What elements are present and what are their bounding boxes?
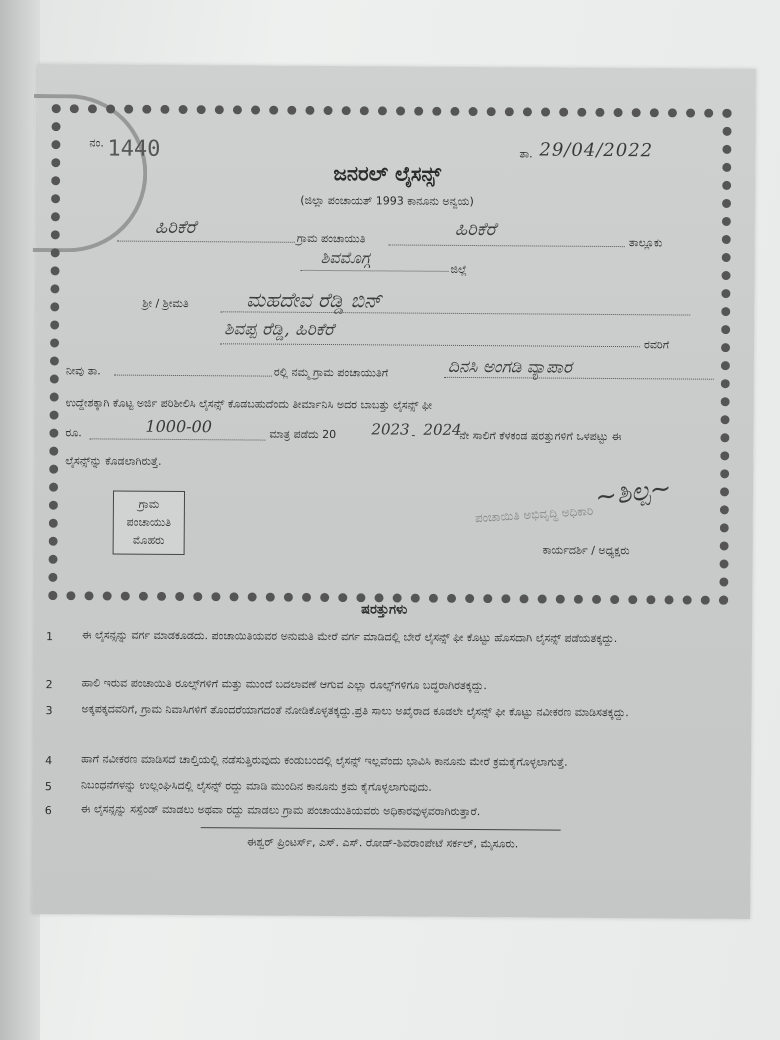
condition-number: 5 <box>44 780 53 794</box>
body-line4: ಲೈಸನ್ಸ್‌ನ್ನು ಕೊಡಲಾಗಿರುತ್ತೆ. <box>65 454 162 468</box>
district-label: ಜಿಲ್ಲೆ <box>450 262 467 276</box>
printer-credit: ಈಶ್ವರ್ ಪ್ರಿಂಟರ್ಸ್, ಎಸ್. ಎಸ್. ರೋಡ್-ಶಿವರಾಂಪೇಟೆ ಸರ್ಕಲ್, ಮೈಸೂರು. <box>246 835 519 851</box>
condition-item: ಈ ಲೈಸನ್ಸನ್ನು ಸಸ್ಪೆಂಡ್ ಮಾಡಲು ಅಥವಾ ರದ್ದು ಮಾಡಲು ಗ್ರಾಮ ಪಂಚಾಯುತಿಯವರು ಅಧಿಕಾರವುಳ್ಳವರಾಗಿರುತ್ತಾರೆ. <box>80 802 481 819</box>
date-value: 29/04/2022 <box>539 139 654 162</box>
serial-label: ನಂ. <box>89 136 104 150</box>
handwritten-address: ಶಿವಪ್ಪ ರೆಡ್ಡಿ, ಹಿರಿಕೆರೆ <box>224 319 334 341</box>
panchayat-seal-box <box>113 491 185 556</box>
condition-number: 1 <box>45 630 54 644</box>
footer-rule <box>201 827 561 831</box>
license-document: ನಂ. 1440 ತಾ. 29/04/2022 ಜನರಲ್ ಲೈಸನ್ಸ್ (ಜಿಲ್ಲಾ ಪಂಚಾಯತ್ 1993 ಕಾನೂನು ಅನ್ವಯ) ಹಿರಿಕೆರೆ ಗ್ರಾಮ ಪಂಚಾಯುತಿ ಹಿರಿಕೆರೆ ತಾಲ್ಲೂಕು ಶಿವಮೊಗ್ಗ ಜಿಲ್ಲೆ ಶ್ರೀ / ಶ್ರೀಮತಿ ಮಹದೇವ ರೆಡ್ಡಿ ಬಿನ್ ಶಿವಪ್ಪ ರೆಡ್ಡಿ, ಹಿರಿಕೆರೆ ರವರಿಗೆ ನೀವು ತಾ. ರಲ್ಲಿ ನಮ್ಮ ಗ್ರಾಮ ಪಂಚಾಯುತಿಗೆ ದಿನಸಿ ಅಂಗಡಿ ವ್ಯಾಪಾರ ಉದ್ದೇಶಕ್ಕಾಗಿ ಕೊಟ್ಟ ಅರ್ಜಿ ಪರಿಶೀಲಿಸಿ ಲೈಸನ್ಸ್ ಕೊಡಬಹುದೆಂದು ತೀರ್ಮಾನಿಸಿ ಅದರ ಬಾಬತ್ತು ಲೈಸನ್ಸ್ ಫೀ ರೂ. 1000-00 ಮಾತ್ರ ಪಡೆದು 20 2023 - 2024 ನೇ ಸಾಲಿಗೆ ಕೆಳಕಂಡ ಷರತ್ತುಗಳಿಗೆ ಒಳಪಟ್ಟು ಈ ಲೈಸನ್ಸ್‌ನ್ನು ಕೊಡಲಾಗಿರುತ್ತೆ. ಗ್ರಾಮ ಪಂಚಾಯುತಿ ಮೊಹರು ~ಶಿಲ್ಪ~ ಪಂಚಾಯಿತಿ ಅಭಿವೃದ್ಧಿ ಅಧಿಕಾರಿ ಕಾರ್ಯದರ್ಶಿ / ಅಧ್ಯಕ್ಷರು ಷರತ್ತುಗಳು 1 ಈ ಲೈಸನ್ಸನ್ನು ವರ್ಗ ಮಾಡಕೂಡದು. ಪಂಚಾಯಿತಿಯವರ ಅನುಮತಿ ಮೇರೆ ವರ್ಗ ಮಾಡಿದಲ್ಲಿ ಬೇರೆ ಲೈಸನ್ಸ್ ಫೀ ಕೊಟ್ಟು ಹೊಸದಾಗಿ ಲೈಸನ್ಸ್ ಪಡೆಯತಕ್ಕದ್ದು. 2 ಹಾಲಿ ಇರುವ ಪಂಚಾಯಿತಿ ರೂಲ್ಸ್‌ಗಳಿಗೆ ಮತ್ತು ಮುಂದೆ ಬದಲಾವಣೆ ಆಗುವ ಎಲ್ಲಾ ರೂಲ್ಸ್‌ಗಳಿಗೂ ಬದ್ಧರಾಗಿರತಕ್ಕದ್ದು. 3 ಅಕ್ಕಪಕ್ಕದವರಿಗೆ, ಗ್ರಾಮ ನಿವಾಸಿಗಳಿಗೆ ತೊಂದರೆಯಾಗದಂತೆ ನೋಡಿಕೊಳ್ಳತಕ್ಕದ್ದು.ಪ್ರತಿ ಸಾಲು ಅಖೈರಾದ ಕೂಡಲೇ ಲೈಸನ್ಸ್ ಫೀ ಕೊಟ್ಟು ನವೀಕರಣ ಮಾಡಿಸತಕ್ಕದ್ದು. 4 ಹಾಗೆ ನವೀಕರಣ ಮಾಡಿಸದೆ ಚಾಲ್ತಿಯಲ್ಲಿ ನಡೆಸುತ್ತಿರುವುದು ಕಂಡುಬಂದಲ್ಲಿ ಲೈಸನ್ಸ್ ಇಲ್ಲವೆಂದು ಭಾವಿಸಿ ಕಾನೂನು ಮೇರೆ ಕ್ರಮಕೈಗೊಳ್ಳಲಾಗುತ್ತೆ. 5 ನಿಬಂಧನೆಗಳನ್ನು ಉಲ್ಲಂಘಿಸಿದಲ್ಲಿ ಲೈಸನ್ಸ್ ರದ್ದು ಮಾಡಿ ಮುಂದಿನ ಕಾನೂನು ಕ್ರಮ ಕೈಗೊಳ್ಳಲಾಗುವುದು. 6 ಈ ಲೈಸನ್ಸನ್ನು ಸಸ್ಪೆಂಡ್ ಮಾಡಲು ಅಥವಾ ರದ್ದು ಮಾಡಲು ಗ್ರಾಮ ಪಂಚಾಯುತಿಯವರು ಅಧಿಕಾರವುಳ್ಳವರಾಗಿರುತ್ತಾರೆ. ಈಶ್ವರ್ ಪ್ರಿಂಟರ್ಸ್, ಎಸ್. ಎಸ್. ರೋಡ್-ಶಿವರಾಂಪೇಟೆ ಸರ್ಕಲ್, ಮೈಸೂರು. <box>32 64 756 919</box>
condition-number: 2 <box>45 678 53 692</box>
fee-label: ರೂ. <box>65 426 82 440</box>
officer-rubber-stamp: ಪಂಚಾಯಿತಿ ಅಭಿವೃದ್ಧಿ ಅಧಿಕಾರಿ <box>474 503 594 526</box>
document-subtitle: (ಜಿಲ್ಲಾ ಪಂಚಾಯತ್ 1993 ಕಾನೂನು ಅನ್ವಯ) <box>300 193 474 209</box>
body-line3-b: ನೇ ಸಾಲಿಗೆ ಕೆಳಕಂಡ ಷರತ್ತುಗಳಿಗೆ ಒಳಪಟ್ಟು ಈ <box>459 428 622 444</box>
handwritten-district: ಶಿವಮೊಗ್ಗ <box>320 247 371 268</box>
condition-item: ಅಕ್ಕಪಕ್ಕದವರಿಗೆ, ಗ್ರಾಮ ನಿವಾಸಿಗಳಿಗೆ ತೊಂದರೆಯಾಗದಂತೆ ನೋಡಿಕೊಳ್ಳತಕ್ಕದ್ದು.ಪ್ರತಿ ಸಾಲು ಅಖೈರಾದ ಕೂಡಲೇ ಲೈಸನ್ಸ್ ಫೀ ಕೊಟ್ಟು ನವೀಕರಣ ಮಾಡಿಸತಕ್ಕದ್ದು. <box>81 702 629 720</box>
handwritten-village: ಹಿರಿಕೆರೆ <box>154 216 196 239</box>
year-from: 2023 <box>371 420 410 439</box>
body-line1-a: ನೀವು ತಾ. <box>65 364 101 378</box>
handwritten-purpose: ದಿನಸಿ ಅಂಗಡಿ ವ್ಯಾಪಾರ <box>447 356 573 378</box>
condition-item: ಹಾಗೆ ನವೀಕರಣ ಮಾಡಿಸದೆ ಚಾಲ್ತಿಯಲ್ಲಿ ನಡೆಸುತ್ತಿರುವುದು ಕಂಡುಬಂದಲ್ಲಿ ಲೈಸನ್ಸ್ ಇಲ್ಲವೆಂದು ಭಾವಿಸಿ ಕಾನೂನು ಮೇರೆ ಕ್ರಮಕೈಗೊಳ್ಳಲಾಗುತ್ತೆ. <box>81 752 568 769</box>
body-line1-b: ರಲ್ಲಿ ನಮ್ಮ ಗ್ರಾಮ ಪಂಚಾಯುತಿಗೆ <box>273 365 389 380</box>
taluk-label: ತಾಲ್ಲೂಕು <box>628 236 663 250</box>
address-suffix: ರವರಿಗೆ <box>644 338 670 352</box>
body-line3-a: ಮಾತ್ರ ಪಡೆದು 20 <box>269 427 337 442</box>
fee-value: 1000-00 <box>145 416 213 437</box>
handwritten-name: ಮಹದೇವ ರೆಡ್ಡಿ ಬಿನ್ <box>246 287 382 313</box>
serial-number: 1440 <box>107 136 161 162</box>
condition-number: 3 <box>45 704 53 718</box>
condition-item: ನಿಬಂಧನೆಗಳನ್ನು ಉಲ್ಲಂಘಿಸಿದಲ್ಲಿ ಲೈಸನ್ಸ್ ರದ್ದು ಮಾಡಿ ಮುಂದಿನ ಕಾನೂನು ಕ್ರಮ ಕೈಗೊಳ್ಳಲಾಗುವುದು. <box>80 778 432 794</box>
condition-number: 4 <box>45 754 53 768</box>
document-title: ಜನರಲ್ ಲೈಸನ್ಸ್ <box>333 161 442 186</box>
conditions-title: ಷರತ್ತುಗಳು <box>361 602 408 618</box>
officer-designation: ಕಾರ್ಯದರ್ಶಿ / ಅಧ್ಯಕ್ಷರು <box>542 543 630 558</box>
stamp-line-3: ಮೊಹರು <box>132 533 165 547</box>
signature-scrawl: ~ಶಿಲ್ಪ~ <box>593 473 674 514</box>
condition-number: 6 <box>44 804 52 818</box>
handwritten-panchayat: ಹಿರಿಕೆರೆ <box>454 218 496 241</box>
panchayat-label: ಗ್ರಾಮ ಪಂಚಾಯುತಿ <box>296 231 366 246</box>
year-to: 2024 <box>423 420 462 439</box>
date-label: ತಾ. <box>519 147 533 161</box>
stamp-line-2: ಪಂಚಾಯುತಿ <box>126 515 172 529</box>
condition-item: ಈ ಲೈಸನ್ಸನ್ನು ವರ್ಗ ಮಾಡಕೂಡದು. ಪಂಚಾಯಿತಿಯವರ ಅನುಮತಿ ಮೇರೆ ವರ್ಗ ಮಾಡಿದಲ್ಲಿ ಬೇರೆ ಲೈಸನ್ಸ್ ಫೀ ಕೊಟ್ಟು ಹೊಸದಾಗಿ ಲೈಸನ್ಸ್ ಪಡೆಯತಕ್ಕದ್ದು. <box>81 628 618 646</box>
stamp-line-1: ಗ್ರಾಮ <box>138 497 160 511</box>
name-label: ಶ್ರೀ / ಶ್ರೀಮತಿ <box>142 296 189 311</box>
body-line2: ಉದ್ದೇಶಕ್ಕಾಗಿ ಕೊಟ್ಟ ಅರ್ಜಿ ಪರಿಶೀಲಿಸಿ ಲೈಸನ್ಸ್ ಕೊಡಬಹುದೆಂದು ತೀರ್ಮಾನಿಸಿ ಅದರ ಬಾಬತ್ತು ಲೈಸನ್ಸ್ ಫೀ <box>65 396 433 412</box>
condition-item: ಹಾಲಿ ಇರುವ ಪಂಚಾಯಿತಿ ರೂಲ್ಸ್‌ಗಳಿಗೆ ಮತ್ತು ಮುಂದೆ ಬದಲಾವಣೆ ಆಗುವ ಎಲ್ಲಾ ರೂಲ್ಸ್‌ಗಳಿಗೂ ಬದ್ಧರಾಗಿರತಕ್ಕದ್ದು. <box>81 676 487 693</box>
